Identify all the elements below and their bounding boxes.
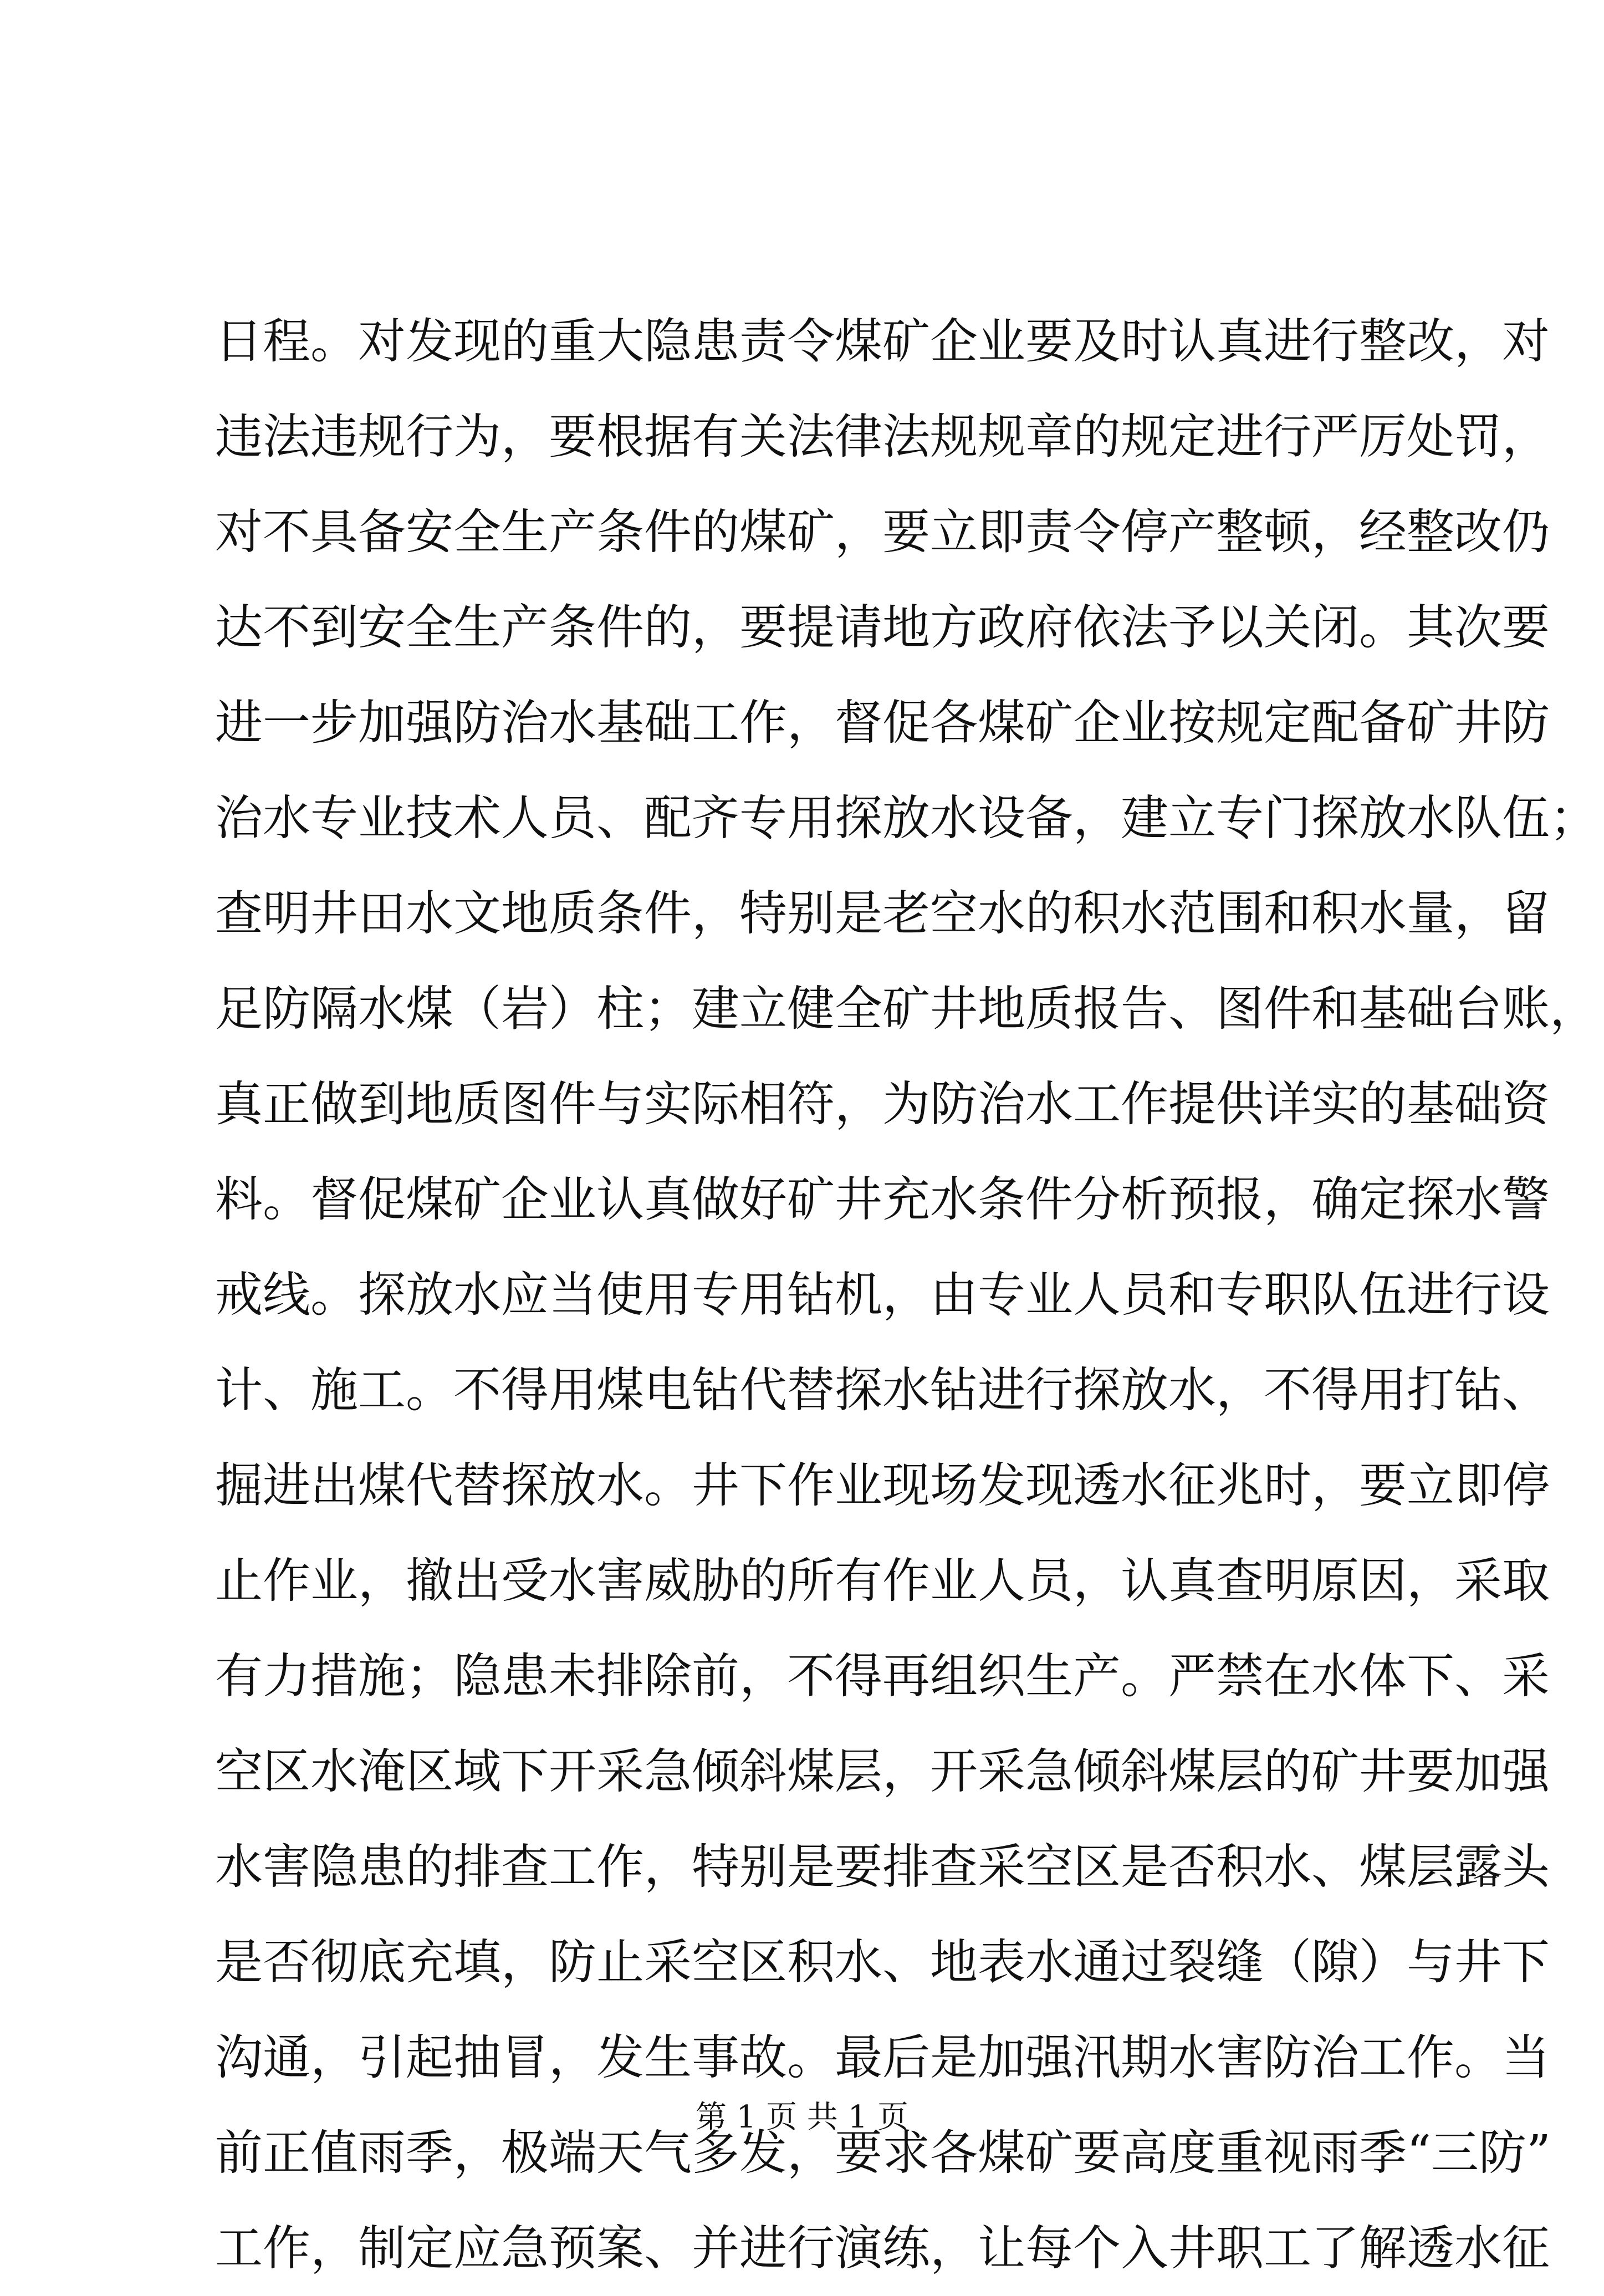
- text-line: 对不具备安全生产条件的煤矿，要立即责令停产整顿，经整改仍: [215, 504, 1550, 560]
- page-footer: 第 1 页 共 1 页: [695, 2099, 909, 2135]
- text-line: 进一步加强防治水基础工作，督促各煤矿企业按规定配备矿井防: [215, 695, 1550, 751]
- text-line: 沟通，引起抽冒，发生事故。最后是加强汛期水害防治工作。当: [215, 2030, 1550, 2085]
- text-line: 日程。对发现的重大隐患责令煤矿企业要及时认真进行整改，对: [215, 314, 1550, 369]
- text-line: 治水专业技术人员、配齐专用探放水设备，建立专门探放水队伍；: [215, 790, 1597, 846]
- text-line: 查明井田水文地质条件，特别是老空水的积水范围和积水量，留: [215, 886, 1550, 941]
- text-line: 空区水淹区域下开采急倾斜煤层，开采急倾斜煤层的矿井要加强: [215, 1744, 1550, 1799]
- text-line: 水害隐患的排查工作，特别是要排查采空区是否积水、煤层露头: [215, 1839, 1550, 1895]
- text-line: 前正值雨季，极端天气多发，要求各煤矿要高度重视雨季“三防”: [215, 2125, 1551, 2181]
- text-line: 料。督促煤矿企业认真做好矿井充水条件分析预报，确定探水警: [215, 1172, 1550, 1227]
- text-line: 违法违规行为，要根据有关法律法规规章的规定进行严厉处罚，: [215, 409, 1550, 465]
- text-line: 戒线。探放水应当使用专用钻机，由专业人员和专职队伍进行设: [215, 1267, 1550, 1323]
- text-line: 计、施工。不得用煤电钻代替探水钻进行探放水，不得用打钻、: [215, 1363, 1550, 1418]
- text-line: 掘进出煤代替探放水。井下作业现场发现透水征兆时，要立即停: [215, 1458, 1550, 1513]
- text-line: 足防隔水煤（岩）柱；建立健全矿井地质报告、图件和基础台账，: [215, 981, 1597, 1037]
- text-line: 有力措施；隐患未排除前，不得再组织生产。严禁在水体下、采: [215, 1649, 1550, 1704]
- body-text: [215, 294, 1597, 2296]
- text-line: 工作，制定应急预案、并进行演练，让每个入井职工了解透水征: [215, 2221, 1550, 2276]
- text-line: 真正做到地质图件与实际相符，为防治水工作提供详实的基础资: [215, 1076, 1550, 1132]
- text-line: 是否彻底充填，防止采空区积水、地表水通过裂缝（隙）与井下: [215, 1935, 1550, 1990]
- text-line: 止作业，撤出受水害威胁的所有作业人员，认真查明原因，采取: [215, 1553, 1550, 1609]
- text-line: 达不到安全生产条件的，要提请地方政府依法予以关闭。其次要: [215, 600, 1550, 655]
